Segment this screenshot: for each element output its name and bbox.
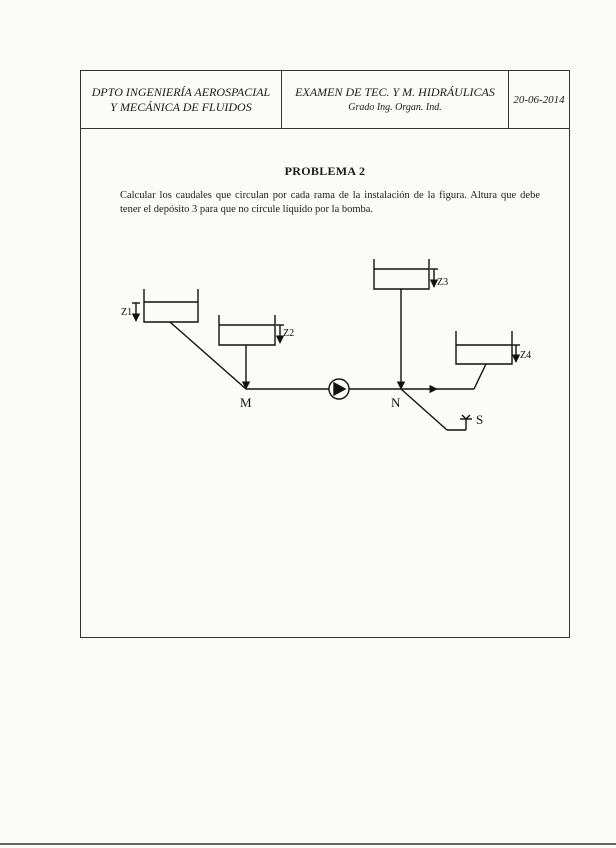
department-line-1: DPTO INGENIERÍA AEROSPACIAL xyxy=(91,84,271,99)
node-m-label: M xyxy=(240,395,252,410)
problem-title: PROBLEMA 2 xyxy=(284,164,366,178)
tank-1 xyxy=(144,289,198,322)
node-n-label: N xyxy=(391,395,401,410)
pipes xyxy=(170,289,486,430)
exam-title: EXAMEN DE TEC. Y M. HIDRÁULICAS xyxy=(295,84,495,99)
exam-date: 20-06-2014 xyxy=(513,93,565,106)
outlet-s-label: S xyxy=(476,412,484,427)
problem-statement: Calcular los caudales que circulan por cada rama de la instalación de la figura. Altura que debe tener el depósito 3 para que no circule líquido por la bomba. xyxy=(120,190,540,215)
z1-label: Z1 xyxy=(121,307,133,318)
tank-4 xyxy=(456,331,512,364)
outlet-valve-icon xyxy=(460,415,472,419)
z2-label: Z2 xyxy=(283,328,295,339)
tank-2 xyxy=(219,315,275,345)
department-line-2: Y MECÁNICA DE FLUIDOS xyxy=(110,99,252,114)
exam-degree: Grado Ing. Organ. Ind. xyxy=(348,101,442,113)
z4-label: Z4 xyxy=(520,350,532,361)
pump-icon xyxy=(329,379,349,399)
tank-3 xyxy=(374,259,429,289)
z3-label: Z3 xyxy=(437,277,449,288)
page-bottom-edge xyxy=(0,843,616,845)
